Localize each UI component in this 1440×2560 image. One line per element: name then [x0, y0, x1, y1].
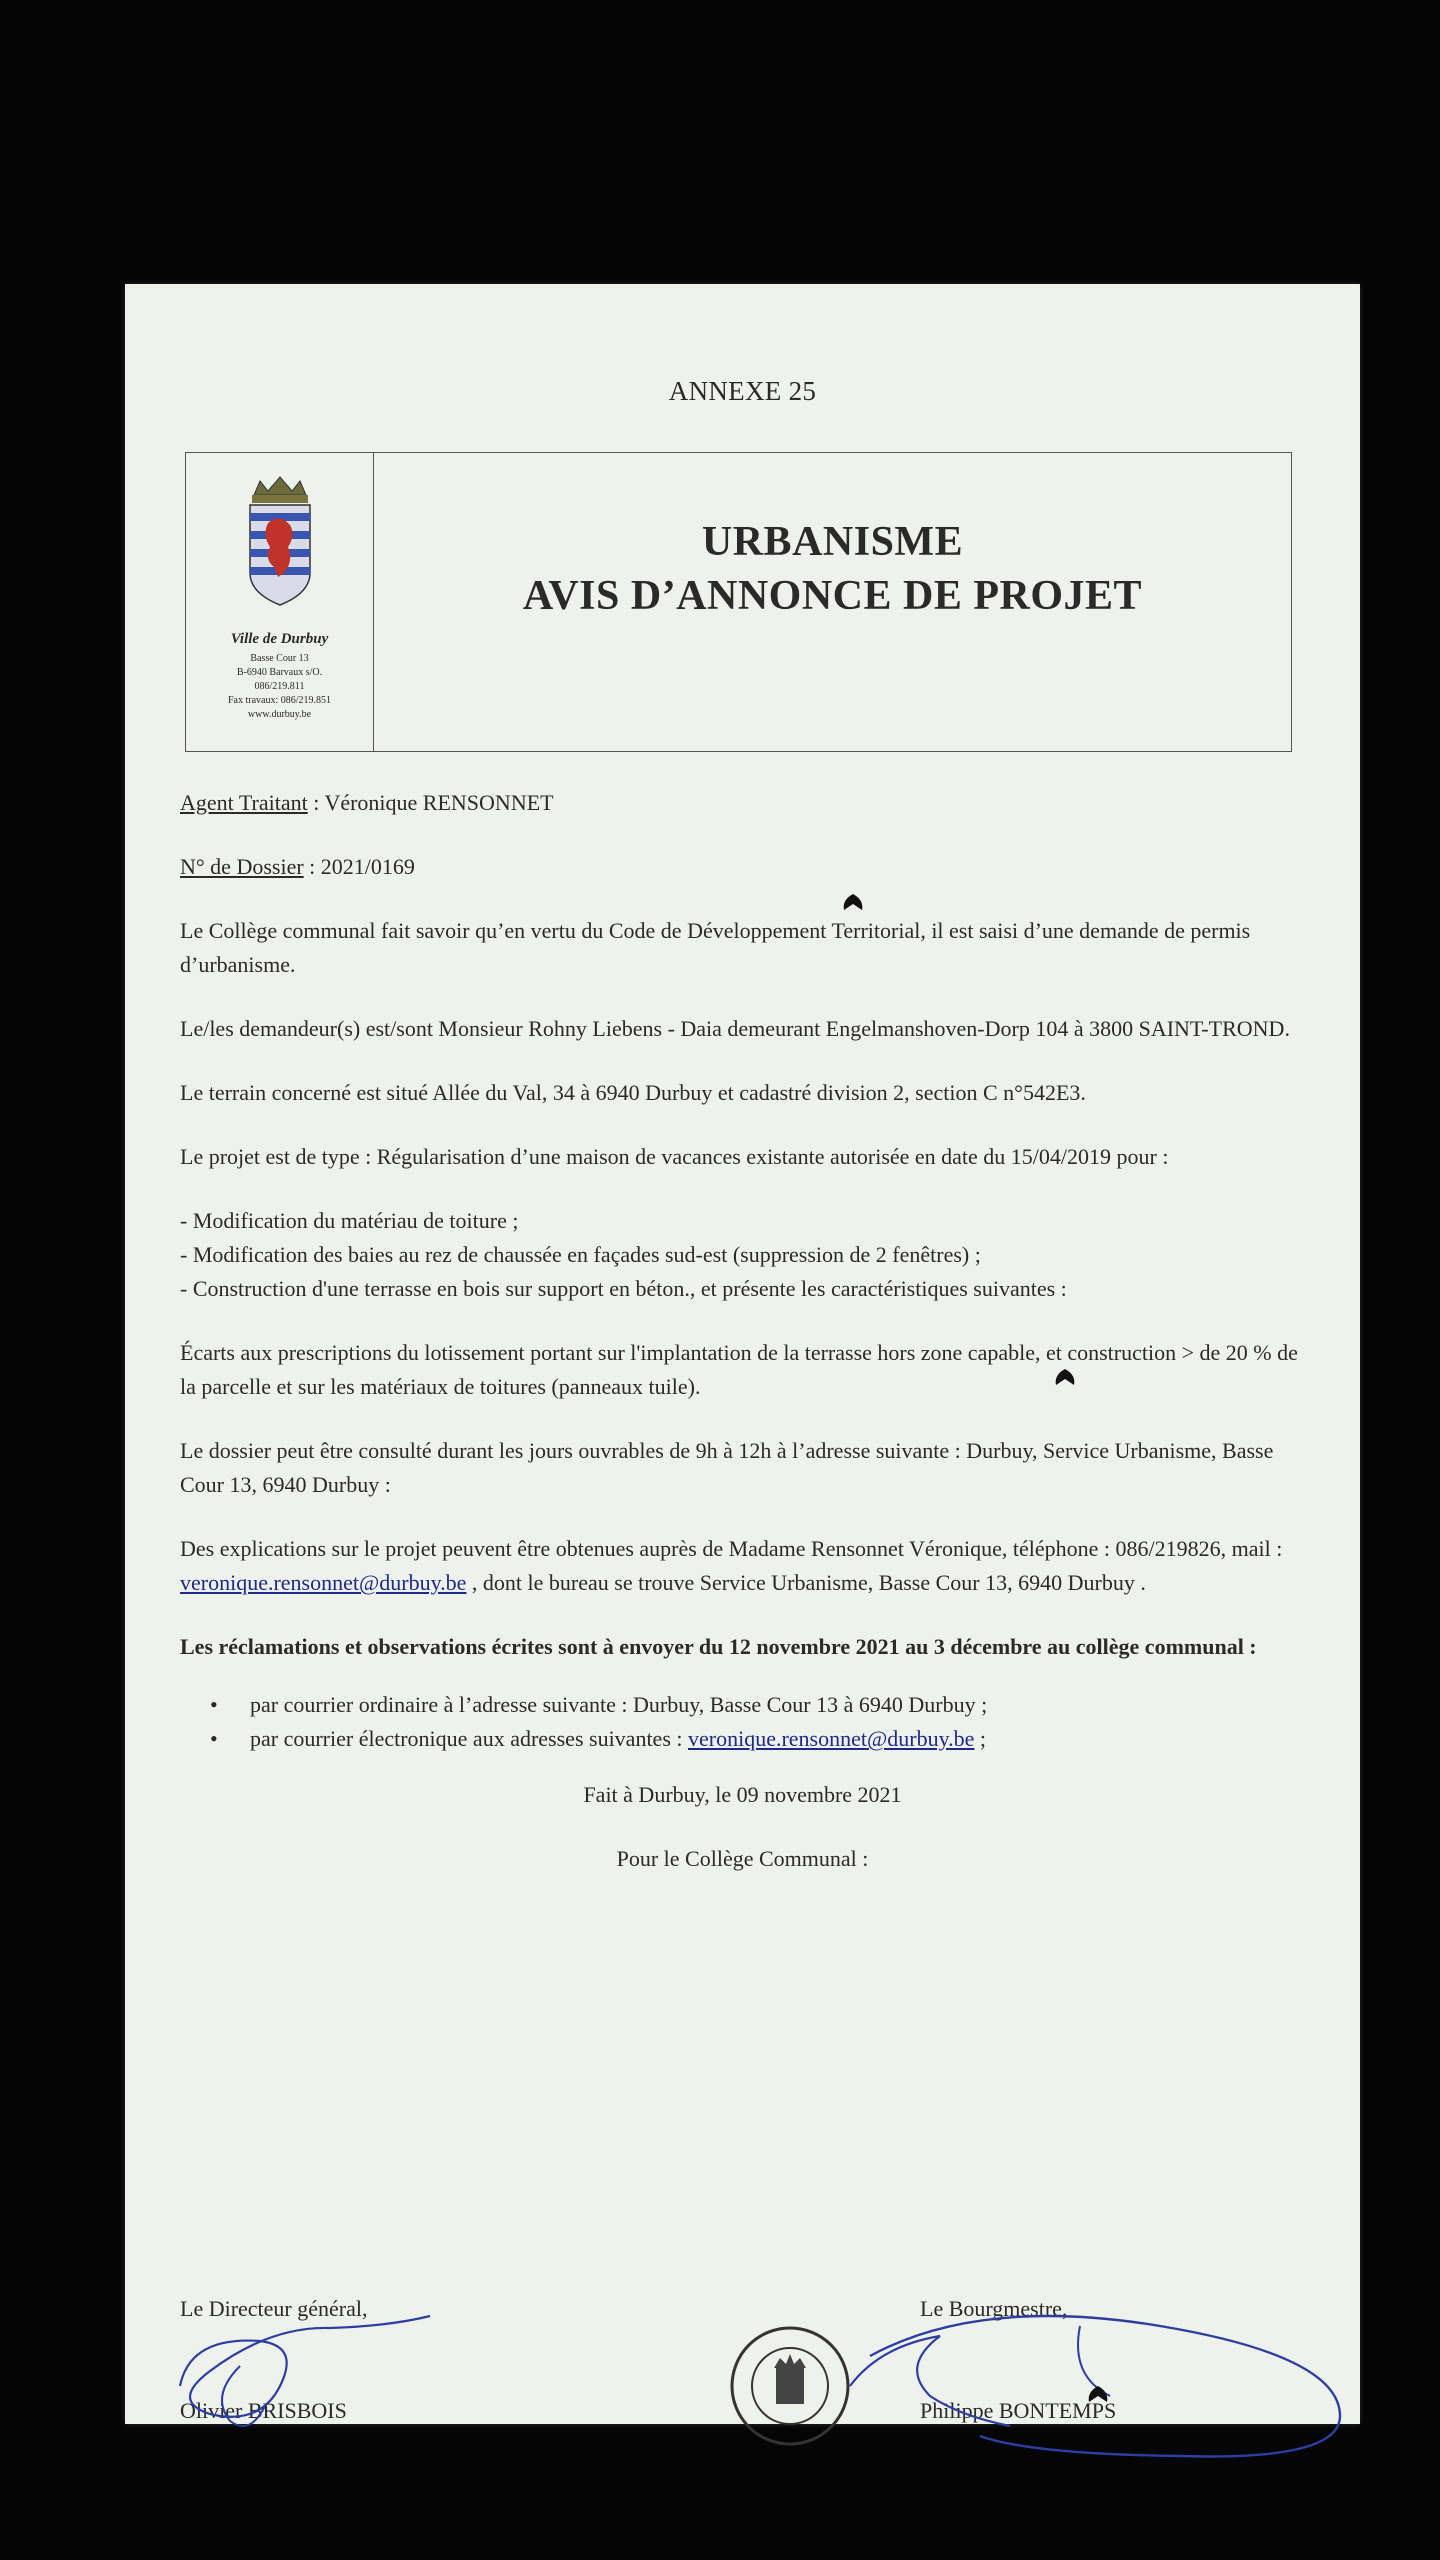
contact-email-link[interactable]: veronique.rensonnet@durbuy.be — [180, 1570, 467, 1595]
dossier-label: N° de Dossier — [180, 854, 304, 879]
intro-paragraph: Le Collège communal fait savoir qu’en vertu du Code de Développement Territorial, il est saisi d’une demande de permis d’urbanisme. — [180, 918, 1251, 977]
bullet-email-link[interactable]: veronique.rensonnet@durbuy.be — [688, 1726, 975, 1751]
works-item: - Modification du matériau de toiture ; — [180, 1208, 519, 1233]
director-name: Olivier BRISBOIS — [180, 2398, 347, 2423]
address-line: B-6940 Barvaux s/O. — [236, 667, 323, 678]
title-avis: AVIS D’ANNONCE DE PROJET — [522, 573, 1143, 619]
agent-line — [180, 786, 1305, 820]
director-title: Le Directeur général, — [180, 2296, 368, 2321]
agent-value: : Véronique RENSONNET — [307, 790, 554, 815]
header-box — [185, 452, 1292, 752]
mayor-title: Le Bourgmestre, — [920, 2296, 1068, 2321]
durbuy-crest-icon — [240, 473, 320, 623]
contact-paragraph — [180, 1532, 1305, 1600]
title-block — [374, 453, 1291, 751]
works-list — [180, 1204, 1305, 1306]
bullet-postal: • par courrier ordinaire à l’adresse suivante : Durbuy, Basse Cour 13 à 6940 Durbuy ; — [210, 1688, 1305, 1722]
works-item: - Construction d'une terrasse en bois sur support en béton., et présente les caractéristiques suivantes : — [180, 1276, 1067, 1301]
agent-label: Agent Traitant — [180, 790, 308, 815]
bullet-email — [210, 1722, 1305, 1756]
notice-body — [180, 786, 1305, 1906]
cursor-marker-icon — [1085, 2384, 1111, 2406]
bullet-email-end: ; — [974, 1726, 987, 1751]
notice-paper — [125, 284, 1360, 2424]
fait-line: Fait à Durbuy, le 09 novembre 2021 — [583, 1782, 902, 1807]
address-line: www.durbuy.be — [247, 709, 312, 720]
claims-methods-list — [210, 1688, 1305, 1756]
commune-seal — [728, 2324, 852, 2448]
pour-line: Pour le Collège Communal : — [616, 1846, 869, 1871]
logo-block — [186, 453, 374, 751]
works-item: - Modification des baies au rez de chaussée en façades sud-est (suppression de 2 fenêtres) ; — [180, 1242, 981, 1267]
title-urbanisme: URBANISME — [701, 519, 964, 565]
contact-text: Des explications sur le projet peuvent être obtenues auprès de Madame Rensonnet Véronique, téléphone : 086/219826, mail : — [180, 1536, 1283, 1561]
mayor-signature — [780, 2286, 1380, 2476]
signature-area — [180, 2296, 1305, 2486]
mayor-name: Philippe BONTEMPS — [920, 2398, 1117, 2423]
applicant-paragraph: Le/les demandeur(s) est/sont Monsieur Rohny Liebens - Daia demeurant Engelmanshoven-Dorp 104 à 3800 SAINT-TROND. — [180, 1016, 1290, 1041]
cursor-marker-icon — [1052, 1367, 1078, 1389]
ville-name: Ville de Durbuy — [230, 631, 329, 647]
project-type-paragraph: Le projet est de type : Régularisation d’une maison de vacances existante autorisée en date du 15/04/2019 pour : — [180, 1144, 1169, 1169]
address-line: 086/219.811 — [254, 681, 305, 692]
dossier-value: : 2021/0169 — [303, 854, 415, 879]
consultation-paragraph: Le dossier peut être consulté durant les jours ouvrables de 9h à 12h à l’adresse suivante : Durbuy, Service Urbanisme, Basse Cour 13, 6940 Durbuy : — [180, 1438, 1274, 1497]
address-line: Fax travaux: 086/219.851 — [227, 695, 332, 706]
cursor-marker-icon — [840, 892, 866, 914]
contact-text-end: , dont le bureau se trouve Service Urbanisme, Basse Cour 13, 6940 Durbuy . — [466, 1570, 1146, 1595]
claims-paragraph: Les réclamations et observations écrites sont à envoyer du 12 novembre 2021 au 3 décembre au collège communal : — [180, 1634, 1257, 1659]
dossier-line — [180, 850, 1305, 884]
address-line: Basse Cour 13 — [250, 653, 309, 664]
terrain-paragraph: Le terrain concerné est situé Allée du Val, 34 à 6940 Durbuy et cadastré division 2, section C n°542E3. — [180, 1080, 1086, 1105]
bullet-email-text: par courrier électronique aux adresses suivantes : — [250, 1726, 688, 1751]
annexe-label: ANNEXE 25 — [668, 376, 817, 406]
seal-icon — [728, 2324, 852, 2448]
logo-address — [228, 652, 331, 722]
deviations-paragraph: Écarts aux prescriptions du lotissement portant sur l'implantation de la terrasse hors zone capable, et construction > de 20 % de la parcelle et sur les matériaux de toitures (panneaux tuile). — [180, 1340, 1298, 1399]
